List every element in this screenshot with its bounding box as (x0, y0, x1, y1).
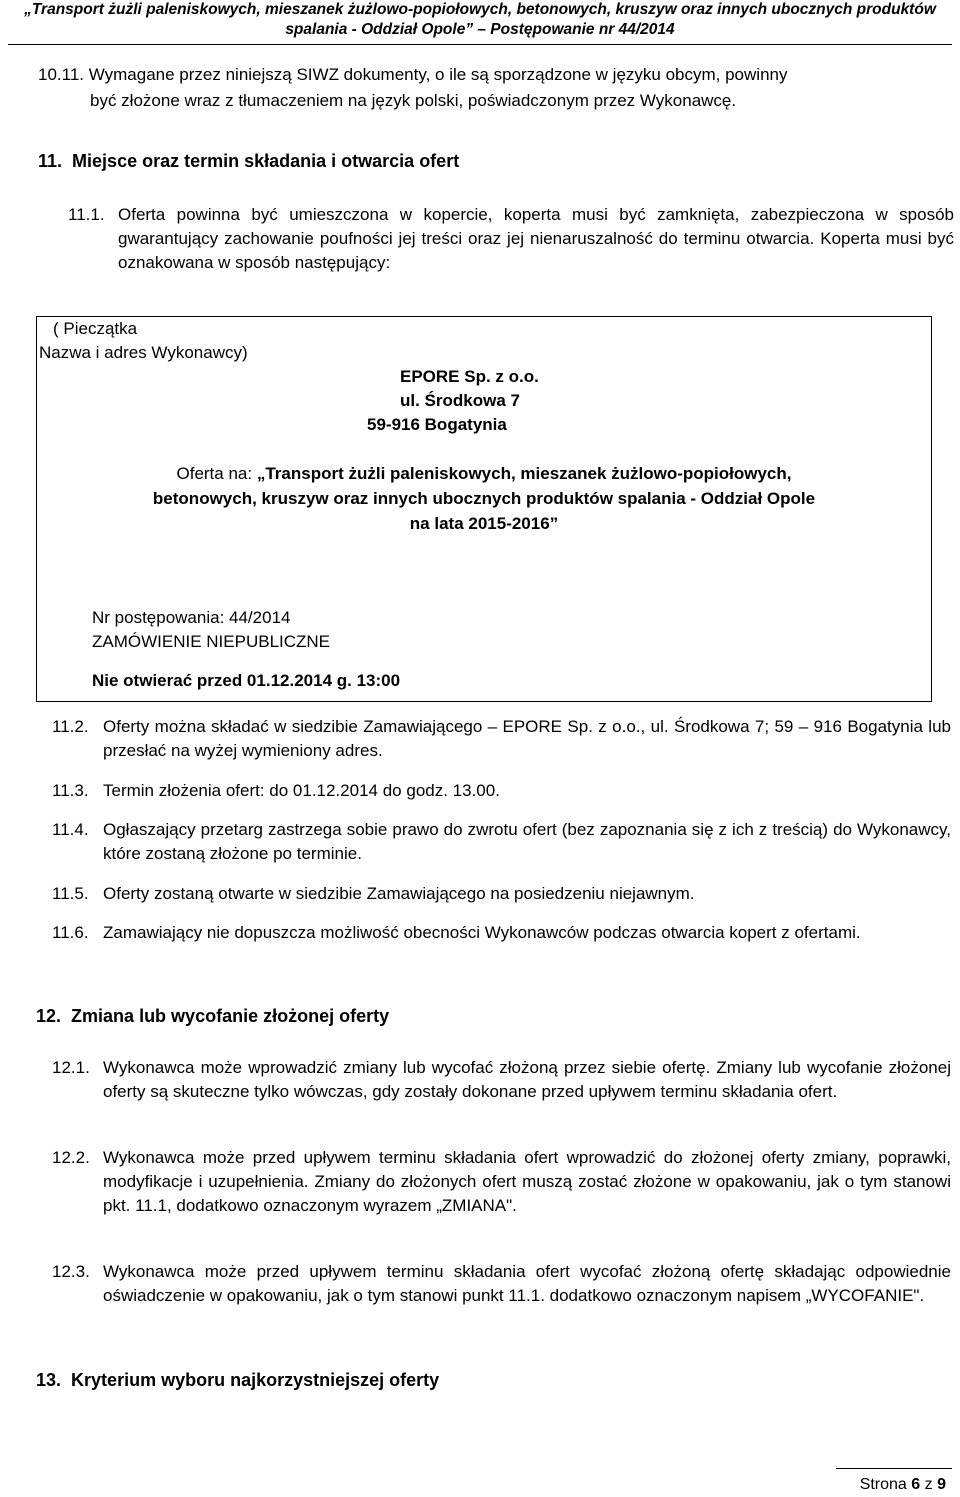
paragraph-line: być złożone wraz z tłumaczeniem na język polski, poświadczonym przez Wykonawcę. (90, 91, 737, 110)
envelope-label-box (36, 316, 932, 702)
paragraph-11-3: Termin złożenia ofert: do 01.12.2014 do godz. 13.00. (103, 781, 500, 800)
heading-number: 11. (38, 151, 63, 171)
page-label: Strona (859, 1476, 907, 1493)
section-number: 10.11. (38, 65, 85, 84)
recipient-city: 59-916 Bogatynia (367, 415, 507, 434)
section-number: 12.3. (52, 1262, 90, 1281)
do-not-open-notice: Nie otwierać przed 01.12.2014 g. 13:00 (92, 671, 401, 690)
section-number: 11.4. (52, 820, 89, 839)
heading-title: Miejsce oraz termin składania i otwarcia ofert (72, 151, 460, 171)
section-number: 12.1. (52, 1058, 90, 1077)
paragraph-line: Wymagane przez niniejszą SIWZ dokumenty, o ile są sporządzone w języku obcym, powinny (88, 65, 788, 84)
total-pages: 9 (937, 1476, 946, 1493)
section-number: 11.5. (52, 884, 89, 903)
section-number: 11.1. (68, 205, 105, 224)
current-page: 6 (911, 1476, 921, 1493)
header-line-2: spalania - Oddział Opole” – Postępowanie nr 44/2014 (285, 21, 675, 38)
heading-number: 12. (36, 1006, 62, 1026)
procedure-type: ZAMÓWIENIE NIEPUBLICZNE (92, 632, 331, 651)
section-heading-11 (38, 149, 459, 174)
paragraph-11-4: Ogłaszający przetarg zastrzega sobie prawo do zwrotu ofert (bez zapoznania się z ich z treścią) do Wykonawcy, które zostaną złożone po terminie. (103, 820, 951, 863)
paragraph-11-2: Oferty można składać w siedzibie Zamawiającego – EPORE Sp. z o.o., ul. Środkowa 7; 59 – 916 Bogatynia lub przesłać na wyżej wymieniony adres. (103, 717, 951, 760)
recipient-street: ul. Środkowa 7 (400, 391, 520, 410)
page-header (0, 0, 960, 40)
paragraph-12-2: Wykonawca może przed upływem terminu składania ofert wprowadzić do złożonej oferty zmiany, poprawki, modyfikacje i uzupełnienia. Zmiany do złożonych ofert muszą zostać złożone w opakowaniu, jak o tym stanowi pkt. 11.1, dodatkowo oznaczonym wyrazem „ZMIANA". (103, 1148, 951, 1215)
footer-divider (836, 1468, 952, 1469)
heading-title: Kryterium wyboru najkorzystniejszej oferty (71, 1370, 440, 1390)
section-number: 11.3. (52, 781, 89, 800)
section-heading-12 (36, 1004, 389, 1029)
section-number: 11.2. (52, 717, 89, 736)
section-number: 12.2. (52, 1148, 90, 1167)
offer-title: „Transport żużli paleniskowych, mieszanek żużlowo-popiołowych, (256, 464, 792, 483)
offer-title-line-1 (37, 461, 931, 486)
offer-title-line-3: na lata 2015-2016” (409, 514, 559, 533)
header-line-1: „Transport żużli paleniskowych, mieszanek żużlowo-popiołowych, betonowych, kruszyw oraz innych ubocznych produktów (24, 1, 936, 18)
section-number: 11.6. (52, 923, 89, 942)
heading-title: Zmiana lub wycofanie złożonej oferty (71, 1006, 390, 1026)
paragraph-11-1: Oferta powinna być umieszczona w kopercie, koperta musi być zamknięta, zabezpieczona w sposób gwarantujący zachowanie poufności jej treści oraz jej nienaruszalność do terminu otwarcia. Koperta musi być oznakowana w sposób następujący: (118, 205, 954, 272)
paragraph-11-5: Oferty zostaną otwarte w siedzibie Zamawiającego na posiedzeniu niejawnym. (103, 884, 695, 903)
section-heading-13 (36, 1368, 439, 1393)
offer-title-line-2: betonowych, kruszyw oraz innych ubocznych produktów spalania - Oddział Opole (152, 489, 816, 508)
paragraph-12-1: Wykonawca może wprowadzić zmiany lub wycofać złożoną przez siebie ofertę. Zmiany lub wycofanie złożonej oferty są skuteczne tylko wówczas, gdy zostały dokonane przed upływem terminu składania ofert. (103, 1058, 951, 1101)
paragraph-12-3: Wykonawca może przed upływem terminu składania ofert wycofać złożoną ofertę składając odpowiednie oświadczenie w opakowaniu, jak o tym stanowi punkt 11.1. dodatkowo oznaczonym napisem „WYCOFANIE". (103, 1262, 951, 1305)
heading-number: 13. (36, 1370, 62, 1390)
page-number (860, 1474, 946, 1496)
stamp-line-1: ( Pieczątka (53, 319, 138, 338)
recipient-company: EPORE Sp. z o.o. (400, 367, 539, 386)
header-divider (8, 44, 952, 45)
stamp-line-2: Nazwa i adres Wykonawcy) (39, 343, 248, 362)
offer-prefix: Oferta na: (176, 464, 253, 483)
section-10-11 (38, 62, 787, 87)
page-of: z (924, 1476, 933, 1493)
paragraph-11-6: Zamawiający nie dopuszcza możliwość obecności Wykonawców podczas otwarcia kopert z ofertami. (103, 923, 861, 942)
procedure-number: Nr postępowania: 44/2014 (92, 608, 291, 627)
